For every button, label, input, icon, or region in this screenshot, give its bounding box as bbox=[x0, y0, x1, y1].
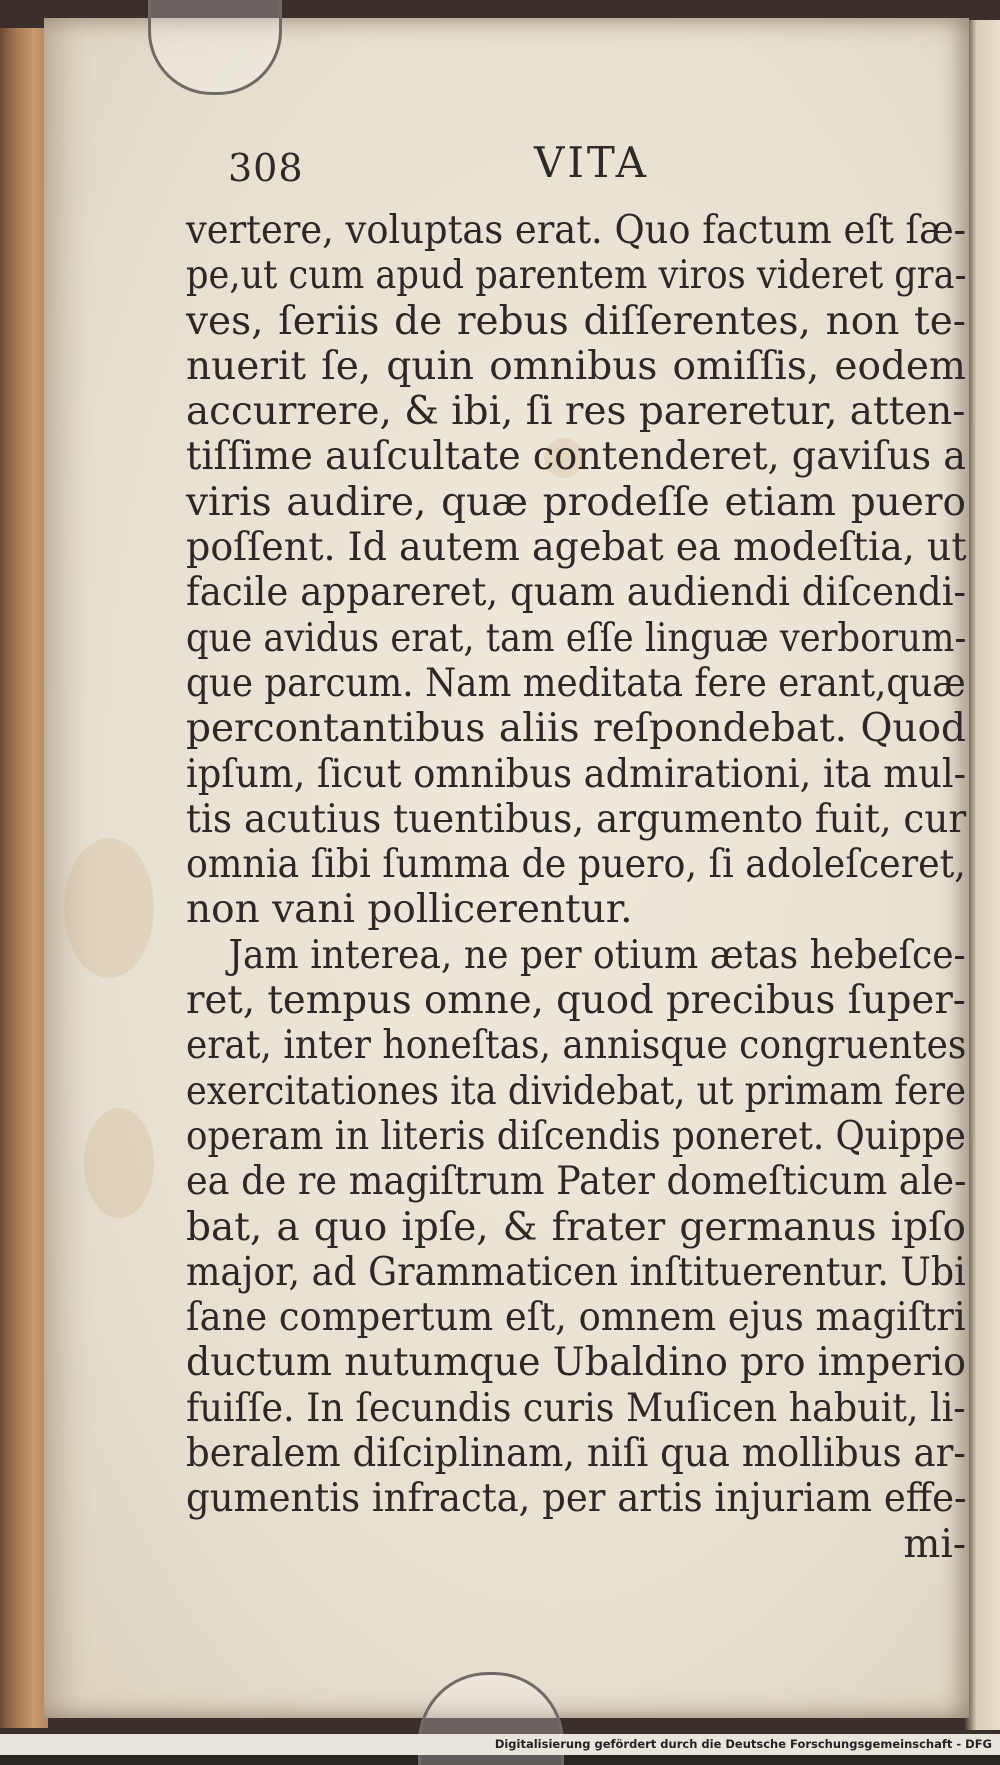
text-line: gumentis infracta, per artis injuriam effe- bbox=[186, 1476, 967, 1522]
text-line: vertere, voluptas erat. Quo factum eſt ſæ- bbox=[186, 208, 967, 253]
text-line: ret, tempus omne, quod precibus ſuper- bbox=[186, 978, 966, 1024]
text-line: tis acutius tuentibus, argumento fuit, cur bbox=[186, 796, 967, 842]
digitization-credit: Digitalisierung gefördert durch die Deutsche Forschungsgemeinschaft - DFG bbox=[494, 1737, 992, 1751]
text-line: viris audire, quæ prodeſſe etiam puero bbox=[186, 479, 966, 525]
running-head: VITA bbox=[534, 138, 649, 187]
text-line: que avidus erat, tam eſſe linguæ verborum- bbox=[186, 615, 967, 661]
text-line: facile appareret, quam audiendi diſcendi- bbox=[186, 570, 967, 616]
text-line: ipſum, ſicut omnibus admirationi, ita mul- bbox=[186, 751, 967, 797]
text-line: poſſent. Id autem agebat ea modeſtia, ut bbox=[186, 525, 967, 571]
paper-stain bbox=[64, 838, 154, 978]
text-line: pe,ut cum apud parentem viros videret gra- bbox=[186, 253, 967, 299]
text-line: non vani pollicerentur. bbox=[186, 887, 633, 933]
text-line: ſane compertum eſt, omnem ejus magiſtri bbox=[186, 1295, 966, 1341]
page-header bbox=[228, 138, 788, 198]
body-text bbox=[186, 208, 966, 1567]
text-line: ea de re magiſtrum Pater domeſticum ale- bbox=[186, 1159, 967, 1205]
text-line: exercitationes ita dividebat, ut primam fere bbox=[186, 1068, 967, 1114]
text-line: fuiſſe. In ſecundis curis Muſicen habuit, li- bbox=[186, 1385, 966, 1431]
catchword: mi- bbox=[903, 1521, 966, 1567]
paper-stain bbox=[84, 1108, 154, 1218]
text-line: accurrere, & ibi, ſi res pareretur, atten- bbox=[186, 389, 966, 435]
page-number: 308 bbox=[228, 146, 304, 190]
text-line: Jam interea, ne per otium ætas hebeſce- bbox=[228, 932, 966, 978]
text-line: que parcum. Nam meditata fere erant,quæ bbox=[186, 660, 966, 706]
text-line: beralem diſciplinam, niſi qua mollibus ar- bbox=[186, 1431, 966, 1477]
text-line: erat, inter honeſtas, annisque congruentes bbox=[186, 1023, 967, 1069]
text-line: ves, ſeriis de rebus diſſerentes, non te- bbox=[186, 298, 966, 344]
text-line: major, ad Grammaticen inſtituerentur. Ubi bbox=[186, 1249, 966, 1295]
text-line: bat, a quo ipſe, & frater germanus ipſo bbox=[186, 1204, 966, 1250]
text-line: nuerit ſe, quin omnibus omiſſis, eodem bbox=[186, 343, 966, 389]
text-line: omnia ſibi ſumma de puero, ſi adoleſceret, bbox=[186, 842, 966, 888]
book-edge-left bbox=[0, 28, 48, 1728]
text-line: tiſſime auſcultate contenderet, gaviſus a bbox=[186, 434, 967, 480]
text-line: ductum nutumque Ubaldino pro imperio bbox=[186, 1340, 967, 1386]
book-edge-right bbox=[964, 20, 1000, 1730]
text-line: operam in literis diſcendis poneret. Quippe bbox=[186, 1113, 966, 1159]
text-line: percontantibus aliis reſpondebat. Quod bbox=[186, 706, 966, 752]
